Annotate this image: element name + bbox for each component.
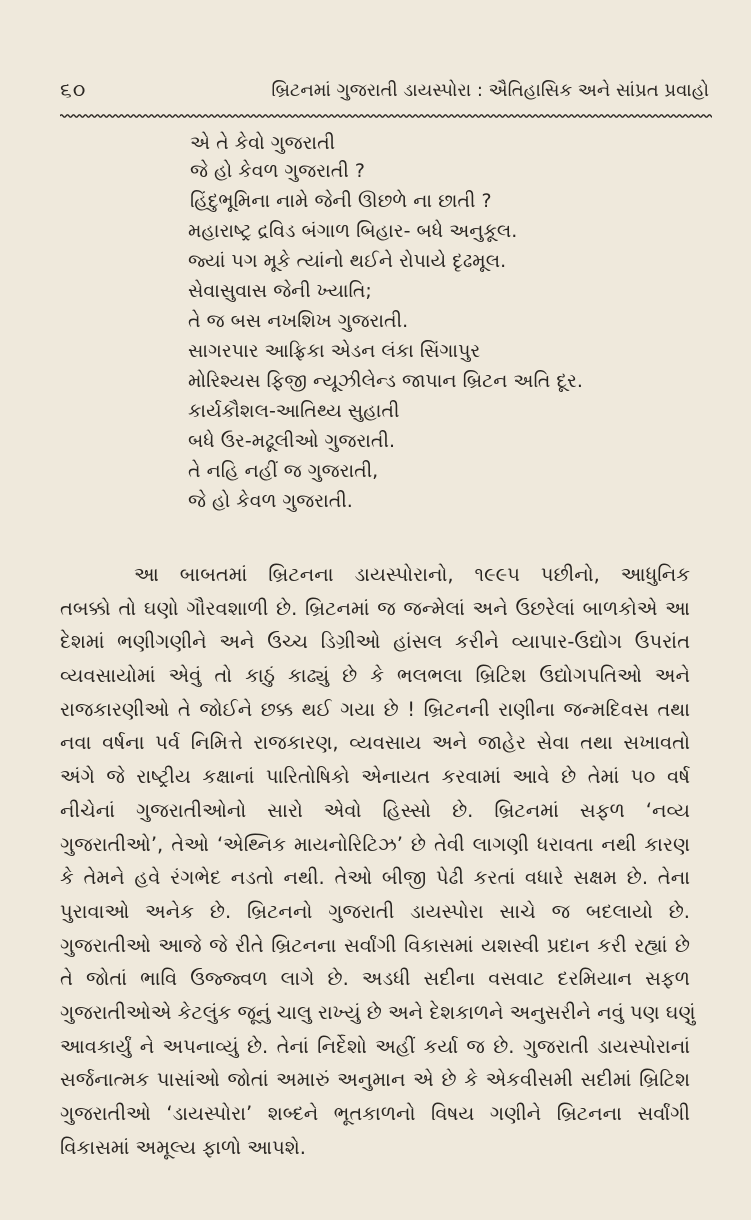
paragraph-line: દેશમાં ભણીગણીને અને ઉચ્ચ ડિગ્રીઓ હાંસલ કરીને વ્યાપાર-ઉદ્યોગ ઉપરાંત	[60, 630, 690, 654]
poem-line: મહારાષ્ટ્ર દ્રવિડ બંગાળ બિહાર- બધે અનુકૂલ.	[188, 220, 518, 242]
paragraph-line: ગુજરાતીઓ ‘ડાયસ્પોરા’ શબ્દને ભૂતકાળનો વિષય ગણીને બ્રિટનના સર્વાંગી	[60, 1102, 690, 1125]
poem-line: કાર્યકૌશલ-આતિથ્ય સુહાતી	[188, 400, 400, 422]
paragraph-line: રાજકારણીઓ તે જોઈને છક્ક થઈ ગયા છે ! બ્રિટનની રાણીના જન્મદિવસ તથા	[60, 697, 690, 721]
body-paragraph	[60, 558, 696, 1164]
poem-line: મોરિશ્યસ ફિજી ન્યૂઝીલેન્ડ જાપાન બ્રિટન અતિ દૂર.	[188, 370, 583, 392]
poem-line: હિંદુભૂમિના નામે જેની ઊછળે ના છાતી ?	[190, 190, 492, 212]
poem-line: તે જ બસ નખશિખ ગુજરાતી.	[188, 310, 409, 332]
paragraph-line: આ બાબતમાં બ્રિટનના ડાયસ્પોરાનો, ૧૯૯૫ પછીનો, આધુનિક	[134, 563, 690, 586]
poem-line: બધે ઉર-મઢૂલીઓ ગુજરાતી.	[188, 430, 395, 452]
poem-line: જે હો કેવળ ગુજરાતી ?	[190, 160, 365, 182]
poem-line: એ તે કેવો ગુજરાતી	[190, 132, 336, 154]
poem-line: સાગરપાર આફ્રિકા એડન લંકા સિંગાપુર	[188, 340, 481, 362]
paragraph-line: આવકાર્યું ને અપનાવ્યું છે. તેનાં નિર્દેશો અહીં કર્યા જ છે. ગુજરાતી ડાયસ્પોરાનાં	[60, 1034, 690, 1058]
page-number: ૬૦	[60, 78, 87, 102]
poem-line: જ્યાં પગ મૂકે ત્યાંનો થઈને રોપાયે દૃઢમૂલ.	[188, 250, 507, 272]
paragraph-line: તે જોતાં ભાવિ ઉજ્જ્વળ લાગે છે. અડધી સદીના વસવાટ દરમિયાન સફળ	[60, 967, 690, 991]
paragraph-line: નવા વર્ષના પર્વ નિમિત્તે રાજકારણ, વ્યવસાય અને જાહેર સેવા તથા સખાવતો	[60, 731, 690, 755]
paragraph-line: નીચેનાં ગુજરાતીઓનો સારો એવો હિસ્સો છે. બ્રિટનમાં સફળ ‘નવ્ય	[60, 798, 690, 822]
paragraph-line: સર્જનાત્મક પાસાંઓ જોતાં અમારું અનુમાન એ છે કે એકવીસમી સદીમાં બ્રિટિશ	[60, 1068, 690, 1092]
paragraph-line: ગુજરાતીઓ’, તેઓ ‘એથ્નિક માયનોરિટિઝ’ છે તેવી લાગણી ધરાવતા નથી કારણ	[60, 832, 690, 856]
paragraph-line: ગુજરાતીઓ આજે જે રીતે બ્રિટનના સર્વાંગી વિકાસમાં યશસ્વી પ્રદાન કરી રહ્યાં છે	[60, 933, 690, 957]
running-header-title: બ્રિટનમાં ગુજરાતી ડાયસ્પોરા : ઐતિહાસિક અને સાંપ્રત પ્રવાહો	[271, 80, 709, 101]
paragraph-line: વ્યવસાયોમાં એવું તો કાઠું કાઢ્યું છે કે ભલભલા બ્રિટિશ ઉદ્યોગપતિઓ અને	[60, 664, 690, 688]
header-wavy-rule	[60, 113, 712, 119]
paragraph-line: કે તેમને હવે રંગભેદ નડતો નથી. તેઓ બીજી પેઢી કરતાં વધારે સક્ષમ છે. તેના	[60, 866, 690, 890]
paragraph-line: વિકાસમાં અમૂલ્ય ફાળો આપશે.	[60, 1135, 306, 1159]
poem-line: જે હો કેવળ ગુજરાતી.	[188, 490, 353, 512]
paragraph-line: પુરાવાઓ અનેક છે. બ્રિટનનો ગુજરાતી ડાયસ્પોરા સાચે જ બદલાયો છે.	[60, 899, 690, 923]
paragraph-line: ગુજરાતીઓએ કેટલુંક જૂનું ચાલુ રાખ્યું છે અને દેશકાળને અનુસરીને નવું પણ ઘણું	[60, 1000, 696, 1024]
poem-line: સેવાસુવાસ જેની ખ્યાતિ;	[188, 280, 372, 302]
poem-line: તે નહિ નહીં જ ગુજરાતી,	[188, 460, 379, 482]
paragraph-line: તબક્કો તો ઘણો ગૌરવશાળી છે. બ્રિટનમાં જ જન્મેલાં અને ઉછરેલાં બાળકોએ આ	[60, 596, 690, 620]
paragraph-line: અંગે જે રાષ્ટ્રીય કક્ષાનાં પારિતોષિકો એનાયત કરવામાં આવે છે તેમાં ૫૦ વર્ષ	[60, 765, 690, 789]
